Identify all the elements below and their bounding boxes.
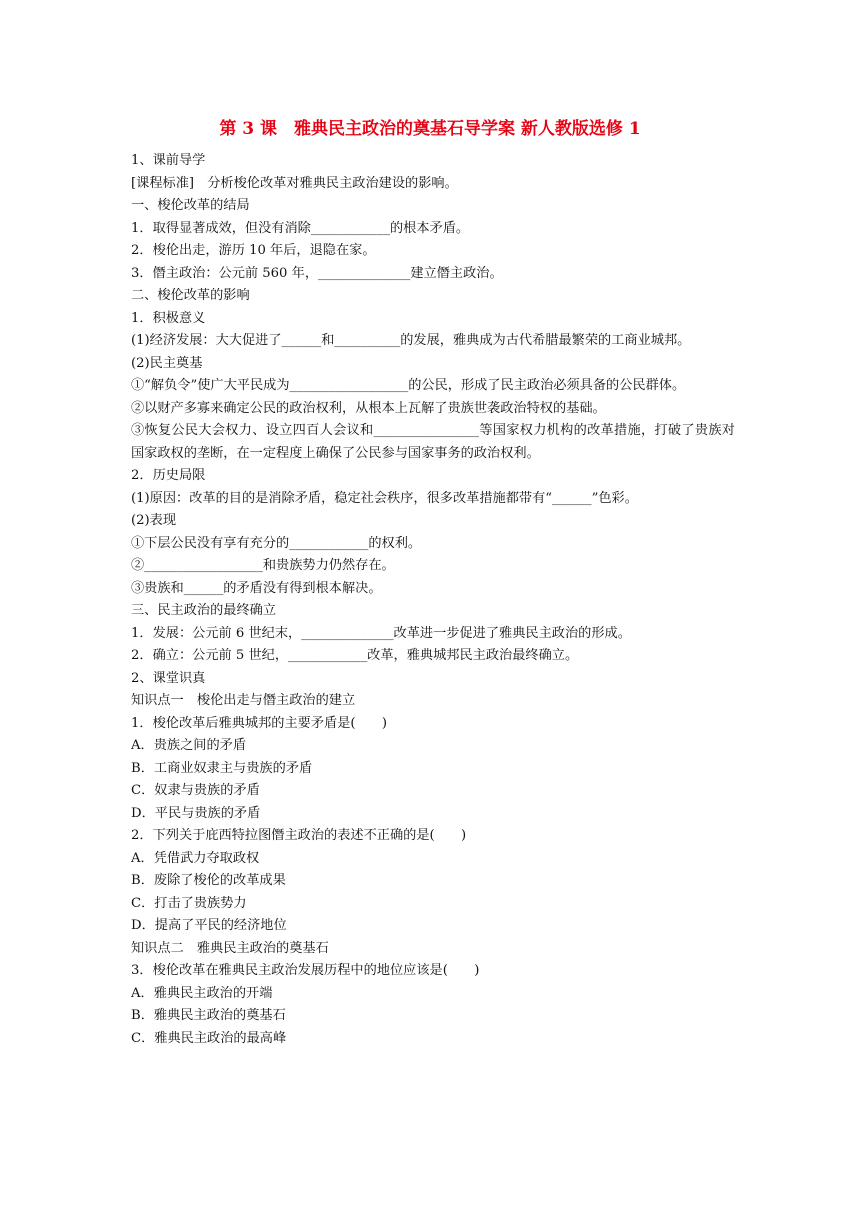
question-stem: 2．下列关于庇西特拉图僭主政治的表述不正确的是( ) <box>131 828 467 843</box>
subsection-heading: 2．历史局限 <box>131 468 206 483</box>
text-paragraph: ③恢复公民大会权力、设立四百人会议和________________等国家权力机构的改革措施，打破了贵族对国家政权的垄断，在一定程度上确保了公民参与国家事务的政治权利。 <box>131 423 735 461</box>
question-option: B．雅典民主政治的奠基石 <box>131 1008 286 1023</box>
text-line: ②__________________和贵族势力仍然存在。 <box>131 558 395 573</box>
section-heading: 一、梭伦改革的结局 <box>131 198 250 213</box>
text-line: (1)原因：改革的目的是消除矛盾，稳定社会秩序，很多改革措施都带有“______”色彩。 <box>131 490 638 506</box>
document-body <box>131 150 735 1050</box>
text-paragraph: (1)经济发展：大大促进了______和__________的发展，雅典成为古代希腊最繁荣的工商业城邦。 <box>131 333 691 348</box>
section-heading: 1、课前导学 <box>131 153 206 168</box>
knowledge-point-heading: 知识点一 梭伦出走与僭主政治的建立 <box>131 693 356 708</box>
text-line: 1．取得显著成效，但没有消除____________的根本矛盾。 <box>131 220 470 236</box>
question-option: C．奴隶与贵族的矛盾 <box>131 783 260 798</box>
text-line: ①下层公民没有享有充分的____________的权利。 <box>131 535 422 551</box>
question-option: D．平民与贵族的矛盾 <box>131 805 261 821</box>
question-option: C．雅典民主政治的最高峰 <box>131 1030 287 1046</box>
subsection-heading: (2)表现 <box>131 513 177 528</box>
subsection-heading: 1．积极意义 <box>131 310 206 326</box>
question-stem: 1．梭伦改革后雅典城邦的主要矛盾是( ) <box>131 715 388 731</box>
question-option: A．贵族之间的矛盾 <box>131 738 247 753</box>
subsection-heading: (2)民主奠基 <box>131 355 203 371</box>
knowledge-point-heading: 知识点二 雅典民主政治的奠基石 <box>131 940 329 956</box>
text-line: ②以财产多寡来确定公民的政治权利，从根本上瓦解了贵族世袭政治特权的基础。 <box>131 400 606 416</box>
section-heading: 三、民主政治的最终确立 <box>131 603 277 618</box>
section-heading: 2、课堂识真 <box>131 670 206 686</box>
page-title: 第 3 课 雅典民主政治的奠基石导学案 新人教版选修 1 <box>219 119 641 139</box>
text-line: 1．发展：公元前 6 世纪末，______________改革进一步促进了雅典民主政治的形成。 <box>131 625 631 641</box>
question-option: B．废除了梭伦的改革成果 <box>131 873 286 888</box>
text-line: ③贵族和______的矛盾没有得到根本解决。 <box>131 580 382 596</box>
text-line: 3．僭主政治：公元前 560 年，______________建立僭主政治。 <box>131 265 503 281</box>
text-line: 2．确立：公元前 5 世纪，____________改革，雅典城邦民主政治最终确立。 <box>131 648 579 663</box>
question-option: B．工商业奴隶主与贵族的矛盾 <box>131 760 313 776</box>
text-paragraph: ①“解负令”使广大平民成为__________________的公民，形成了民主政治必须具备的公民群体。 <box>131 378 686 393</box>
question-option: A．凭借武力夺取政权 <box>131 850 260 866</box>
question-option: C．打击了贵族势力 <box>131 895 247 911</box>
question-option: D．提高了平民的经济地位 <box>131 918 287 933</box>
question-option: A．雅典民主政治的开端 <box>131 985 273 1001</box>
question-stem: 3．梭伦改革在雅典民主政治发展历程中的地位应该是( ) <box>131 963 480 978</box>
section-heading: 二、梭伦改革的影响 <box>131 288 250 303</box>
curriculum-standard: [课程标准] 分析梭伦改革对雅典民主政治建设的影响。 <box>131 175 458 191</box>
text-line: 2．梭伦出走，游历 10 年后，退隐在家。 <box>131 243 376 258</box>
